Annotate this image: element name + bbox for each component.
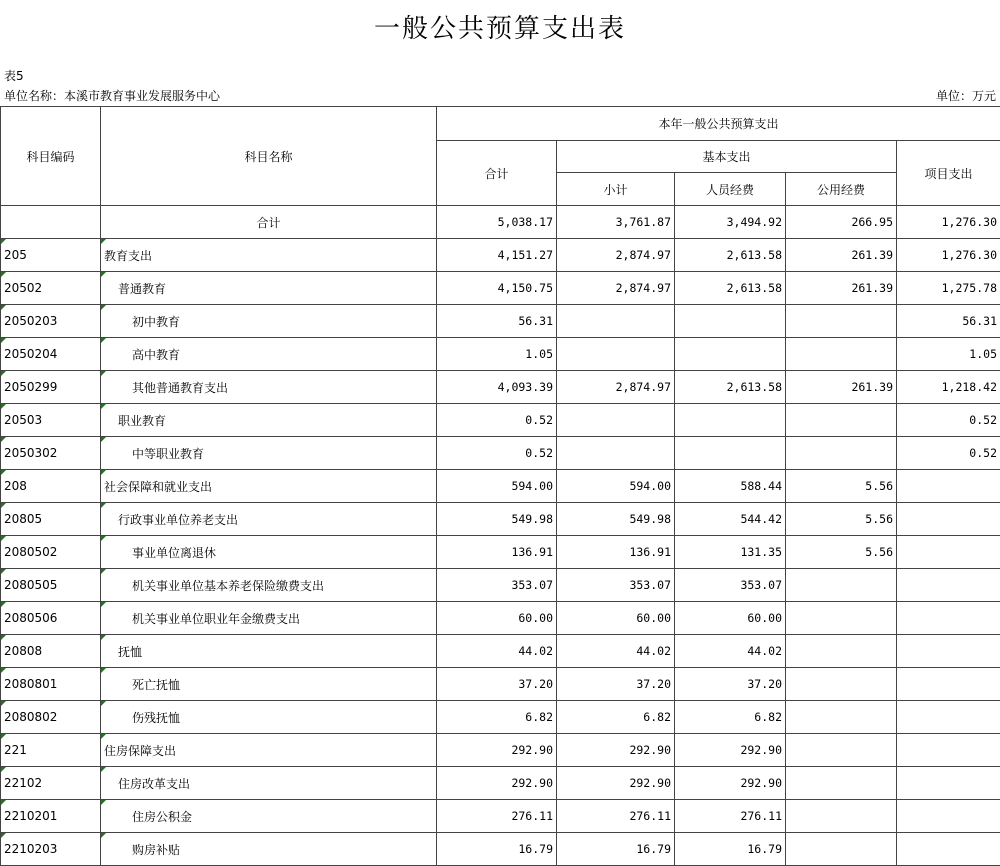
budget-table — [0, 106, 1000, 866]
cell-public — [786, 338, 897, 371]
table-row — [1, 833, 1000, 866]
cell-subtotal: 594.00 — [557, 470, 675, 503]
cell-name: 死亡抚恤 — [101, 668, 437, 701]
table-row — [1, 569, 1000, 602]
cell-name: 行政事业单位养老支出 — [101, 503, 437, 536]
cell-public — [786, 569, 897, 602]
cell-subtotal — [557, 404, 675, 437]
unit-name: 单位名称：本溪市教育事业发展服务中心 — [4, 89, 220, 103]
table-row — [1, 767, 1000, 800]
cell-name: 事业单位离退休 — [101, 536, 437, 569]
cell-subtotal — [557, 305, 675, 338]
cell-name: 教育支出 — [101, 239, 437, 272]
currency-unit: 单位：万元 — [936, 89, 996, 103]
table-row — [1, 668, 1000, 701]
cell-public: 5.56 — [786, 470, 897, 503]
cell-name: 住房保障支出 — [101, 734, 437, 767]
cell-subtotal: 292.90 — [557, 767, 675, 800]
cell-subtotal: 2,874.97 — [557, 272, 675, 305]
cell-code: 2080801 — [1, 668, 101, 701]
cell-project: 1,218.42 — [897, 371, 1000, 404]
cell-total: 37.20 — [437, 668, 557, 701]
cell-code: 2080505 — [1, 569, 101, 602]
cell-public: 261.39 — [786, 272, 897, 305]
cell-code: 2050203 — [1, 305, 101, 338]
cell-name: 普通教育 — [101, 272, 437, 305]
cell-project — [897, 800, 1000, 833]
cell-subtotal: 276.11 — [557, 800, 675, 833]
cell-project — [897, 767, 1000, 800]
cell-total: 353.07 — [437, 569, 557, 602]
cell-public: 5.56 — [786, 503, 897, 536]
cell-subtotal: 2,874.97 — [557, 371, 675, 404]
cell-total: 549.98 — [437, 503, 557, 536]
table-row — [1, 338, 1000, 371]
cell-code: 2050302 — [1, 437, 101, 470]
cell-code: 2050299 — [1, 371, 101, 404]
cell-project — [897, 668, 1000, 701]
cell-total: 292.90 — [437, 734, 557, 767]
cell-personnel — [675, 404, 786, 437]
cell-code: 2080502 — [1, 536, 101, 569]
cell-public — [786, 437, 897, 470]
cell-project — [897, 536, 1000, 569]
cell-public: 261.39 — [786, 239, 897, 272]
cell-public — [786, 305, 897, 338]
cell-code: 208 — [1, 470, 101, 503]
header-code: 科目编码 — [1, 107, 101, 206]
cell-subtotal: 60.00 — [557, 602, 675, 635]
cell-code: 2080802 — [1, 701, 101, 734]
cell-subtotal: 44.02 — [557, 635, 675, 668]
page-title: 一般公共预算支出表 — [0, 8, 1000, 45]
cell-total: 594.00 — [437, 470, 557, 503]
cell-subtotal — [557, 338, 675, 371]
cell-project — [897, 503, 1000, 536]
cell-name: 社会保障和就业支出 — [101, 470, 437, 503]
table-row — [1, 371, 1000, 404]
cell-total: 5,038.17 — [437, 206, 557, 239]
cell-total: 56.31 — [437, 305, 557, 338]
cell-public — [786, 800, 897, 833]
cell-name: 合计 — [101, 206, 437, 239]
cell-personnel: 292.90 — [675, 734, 786, 767]
cell-code: 20808 — [1, 635, 101, 668]
cell-project — [897, 833, 1000, 866]
cell-personnel: 3,494.92 — [675, 206, 786, 239]
cell-project: 1.05 — [897, 338, 1000, 371]
cell-name: 住房公积金 — [101, 800, 437, 833]
cell-subtotal: 353.07 — [557, 569, 675, 602]
cell-personnel: 37.20 — [675, 668, 786, 701]
cell-code: 20503 — [1, 404, 101, 437]
cell-personnel: 544.42 — [675, 503, 786, 536]
cell-total: 60.00 — [437, 602, 557, 635]
cell-personnel: 44.02 — [675, 635, 786, 668]
table-row — [1, 239, 1000, 272]
cell-name: 高中教育 — [101, 338, 437, 371]
cell-personnel: 588.44 — [675, 470, 786, 503]
cell-personnel: 6.82 — [675, 701, 786, 734]
cell-project: 0.52 — [897, 404, 1000, 437]
cell-project — [897, 569, 1000, 602]
cell-personnel — [675, 437, 786, 470]
cell-name: 抚恤 — [101, 635, 437, 668]
cell-public — [786, 404, 897, 437]
table-row — [1, 536, 1000, 569]
cell-personnel — [675, 338, 786, 371]
header-group: 本年一般公共预算支出 — [437, 107, 1000, 141]
cell-subtotal: 549.98 — [557, 503, 675, 536]
table-row — [1, 701, 1000, 734]
cell-total: 1.05 — [437, 338, 557, 371]
header-project: 项目支出 — [897, 141, 1000, 206]
header-name: 科目名称 — [101, 107, 437, 206]
cell-personnel: 131.35 — [675, 536, 786, 569]
cell-project — [897, 701, 1000, 734]
cell-project: 1,275.78 — [897, 272, 1000, 305]
cell-code: 22102 — [1, 767, 101, 800]
cell-public — [786, 701, 897, 734]
cell-subtotal: 37.20 — [557, 668, 675, 701]
cell-name: 住房改革支出 — [101, 767, 437, 800]
header-personnel: 人员经费 — [675, 173, 786, 206]
table-row — [1, 470, 1000, 503]
cell-project: 0.52 — [897, 437, 1000, 470]
cell-name: 职业教育 — [101, 404, 437, 437]
cell-personnel: 276.11 — [675, 800, 786, 833]
cell-total: 0.52 — [437, 437, 557, 470]
cell-project: 1,276.30 — [897, 206, 1000, 239]
cell-total: 136.91 — [437, 536, 557, 569]
cell-project — [897, 635, 1000, 668]
cell-subtotal: 16.79 — [557, 833, 675, 866]
cell-code: 205 — [1, 239, 101, 272]
cell-total: 6.82 — [437, 701, 557, 734]
cell-project — [897, 734, 1000, 767]
cell-name: 购房补贴 — [101, 833, 437, 866]
table-header — [1, 107, 1000, 206]
cell-public — [786, 833, 897, 866]
cell-public — [786, 734, 897, 767]
cell-personnel: 16.79 — [675, 833, 786, 866]
cell-name: 伤残抚恤 — [101, 701, 437, 734]
cell-code: 221 — [1, 734, 101, 767]
cell-public — [786, 602, 897, 635]
header-basic: 基本支出 — [557, 141, 897, 173]
cell-project — [897, 602, 1000, 635]
table-row — [1, 503, 1000, 536]
cell-subtotal: 2,874.97 — [557, 239, 675, 272]
cell-personnel: 2,613.58 — [675, 239, 786, 272]
cell-subtotal — [557, 437, 675, 470]
cell-name: 机关事业单位职业年金缴费支出 — [101, 602, 437, 635]
cell-public: 266.95 — [786, 206, 897, 239]
table-row — [1, 635, 1000, 668]
cell-code: 2050204 — [1, 338, 101, 371]
table-row — [1, 437, 1000, 470]
cell-name: 其他普通教育支出 — [101, 371, 437, 404]
cell-total: 292.90 — [437, 767, 557, 800]
cell-personnel: 2,613.58 — [675, 272, 786, 305]
table-row — [1, 734, 1000, 767]
cell-code: 2210203 — [1, 833, 101, 866]
cell-subtotal: 6.82 — [557, 701, 675, 734]
cell-total: 4,150.75 — [437, 272, 557, 305]
header-public: 公用经费 — [786, 173, 897, 206]
cell-project — [897, 470, 1000, 503]
cell-public — [786, 767, 897, 800]
cell-total: 4,151.27 — [437, 239, 557, 272]
cell-total: 4,093.39 — [437, 371, 557, 404]
cell-project: 56.31 — [897, 305, 1000, 338]
cell-subtotal: 136.91 — [557, 536, 675, 569]
table-row — [1, 800, 1000, 833]
cell-name: 中等职业教育 — [101, 437, 437, 470]
table-row — [1, 404, 1000, 437]
cell-name: 机关事业单位基本养老保险缴费支出 — [101, 569, 437, 602]
header-subtotal: 小计 — [557, 173, 675, 206]
table-row — [1, 602, 1000, 635]
cell-project: 1,276.30 — [897, 239, 1000, 272]
cell-public: 5.56 — [786, 536, 897, 569]
cell-subtotal: 3,761.87 — [557, 206, 675, 239]
cell-personnel: 60.00 — [675, 602, 786, 635]
cell-code — [1, 206, 101, 239]
cell-code: 20502 — [1, 272, 101, 305]
cell-code: 20805 — [1, 503, 101, 536]
cell-public — [786, 635, 897, 668]
cell-subtotal: 292.90 — [557, 734, 675, 767]
cell-name: 初中教育 — [101, 305, 437, 338]
cell-public — [786, 668, 897, 701]
total-row — [1, 206, 1000, 239]
cell-personnel: 2,613.58 — [675, 371, 786, 404]
cell-total: 0.52 — [437, 404, 557, 437]
table-row — [1, 272, 1000, 305]
cell-code: 2080506 — [1, 602, 101, 635]
header-total: 合计 — [437, 141, 557, 206]
cell-total: 16.79 — [437, 833, 557, 866]
table-body — [1, 206, 1000, 866]
cell-personnel: 292.90 — [675, 767, 786, 800]
table-row — [1, 305, 1000, 338]
cell-code: 2210201 — [1, 800, 101, 833]
cell-total: 44.02 — [437, 635, 557, 668]
cell-total: 276.11 — [437, 800, 557, 833]
cell-public: 261.39 — [786, 371, 897, 404]
cell-personnel: 353.07 — [675, 569, 786, 602]
cell-personnel — [675, 305, 786, 338]
table-number: 表5 — [4, 69, 24, 83]
